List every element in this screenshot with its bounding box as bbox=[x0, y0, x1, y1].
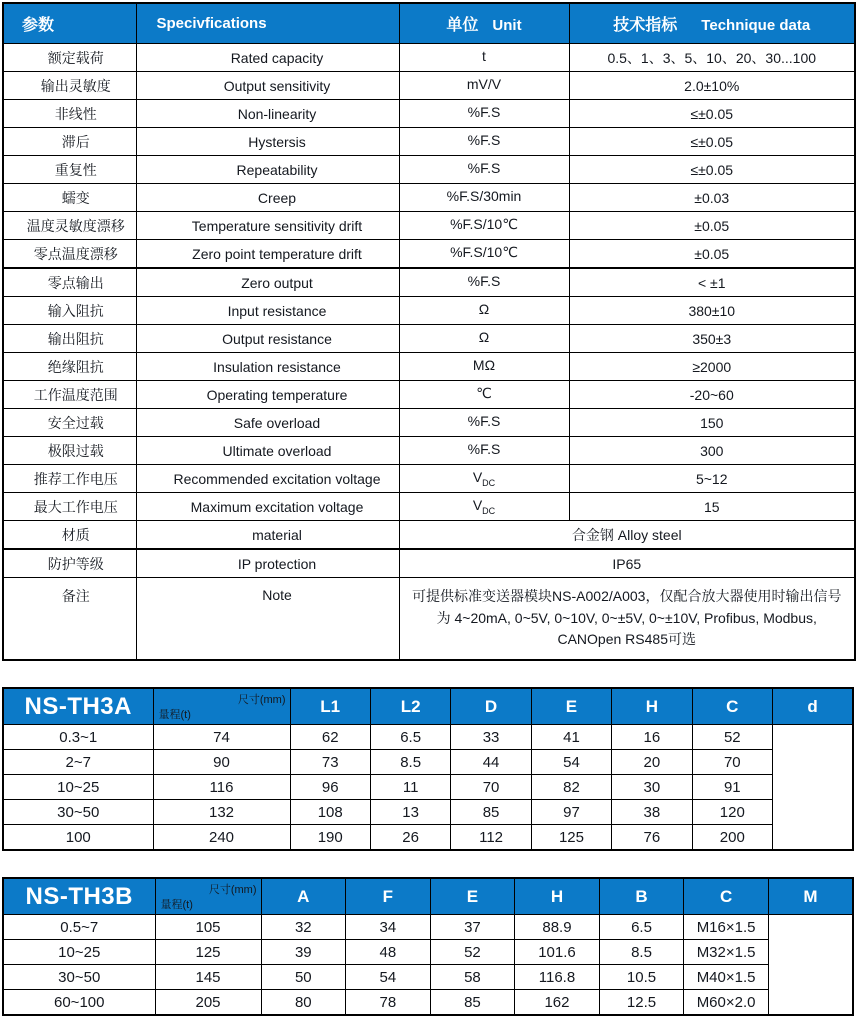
dim-row bbox=[3, 940, 853, 965]
value-cell: ≤±0.05 bbox=[569, 156, 855, 184]
dim-col-header: D bbox=[451, 688, 531, 725]
dim-value-cell: 78 bbox=[346, 990, 431, 1016]
spec-row-ip bbox=[3, 549, 855, 578]
dim-value-cell: 8.5 bbox=[370, 750, 450, 775]
dim-col-header: A bbox=[261, 878, 346, 915]
param-cn-cell: 备注 bbox=[3, 578, 136, 661]
unit-text: %F.S bbox=[467, 104, 501, 121]
range-cell: 0.5~7 bbox=[3, 915, 155, 940]
dim-value-cell: 145 bbox=[155, 965, 261, 990]
value-cell: < ±1 bbox=[569, 268, 855, 297]
param-cn-cell: 最大工作电压 bbox=[3, 493, 136, 521]
dim-row bbox=[3, 990, 853, 1016]
dim-col-header: B bbox=[599, 878, 684, 915]
merged-value-cell: 合金钢 Alloy steel bbox=[399, 521, 855, 550]
spec-row bbox=[3, 325, 855, 353]
dim-value-cell: 108 bbox=[290, 800, 370, 825]
dim-col-header: E bbox=[531, 688, 611, 725]
header-unit-cn: 单位 bbox=[446, 17, 479, 34]
unit-cell bbox=[399, 100, 569, 128]
param-cn-cell: 工作温度范围 bbox=[3, 381, 136, 409]
unit-cell bbox=[399, 409, 569, 437]
dim-value-cell: 96 bbox=[290, 775, 370, 800]
value-cell: ≥2000 bbox=[569, 353, 855, 381]
param-en-cell: Output resistance bbox=[136, 325, 399, 353]
dim-value-cell: 116 bbox=[153, 775, 290, 800]
unit-subscript: DC bbox=[482, 477, 496, 488]
dim-value-cell: 70 bbox=[692, 750, 772, 775]
dim-value-cell: 90 bbox=[153, 750, 290, 775]
dim-row bbox=[3, 915, 853, 940]
range-cell: 10~25 bbox=[3, 775, 153, 800]
dim-value-cell: 200 bbox=[692, 825, 772, 851]
spec-row bbox=[3, 268, 855, 297]
dim-value-cell: 54 bbox=[346, 965, 431, 990]
param-en-cell: Maximum excitation voltage bbox=[136, 493, 399, 521]
value-cell: 300 bbox=[569, 437, 855, 465]
param-cn-cell: 零点输出 bbox=[3, 268, 136, 297]
param-cn-cell: 材质 bbox=[3, 521, 136, 550]
dim-value-cell: 88.9 bbox=[515, 915, 600, 940]
dim-col-header: H bbox=[515, 878, 600, 915]
dim-value-cell: 37 bbox=[430, 915, 515, 940]
dimension-table-ns-th3b bbox=[2, 877, 854, 1016]
dim-value-cell: 162 bbox=[515, 990, 600, 1016]
merged-value-cell: IP65 bbox=[399, 549, 855, 578]
spec-row bbox=[3, 297, 855, 325]
dim-col-header: E bbox=[430, 878, 515, 915]
unit-text: %F.S bbox=[467, 413, 501, 430]
spec-table bbox=[2, 2, 856, 661]
dim-row bbox=[3, 800, 853, 825]
param-cn-cell: 滞后 bbox=[3, 128, 136, 156]
header-unit-en: Unit bbox=[492, 17, 522, 34]
unit-cell bbox=[399, 493, 569, 521]
dim-value-cell: 34 bbox=[346, 915, 431, 940]
param-en-cell: Operating temperature bbox=[136, 381, 399, 409]
diag-corner-cell bbox=[155, 878, 261, 915]
param-cn-cell: 零点温度漂移 bbox=[3, 240, 136, 269]
param-cn-cell: 重复性 bbox=[3, 156, 136, 184]
dim-value-cell: 190 bbox=[290, 825, 370, 851]
dim-value-cell: M40×1.5 bbox=[684, 965, 769, 990]
dim-value-cell: 82 bbox=[531, 775, 611, 800]
param-cn-cell: 极限过载 bbox=[3, 437, 136, 465]
dim-value-cell: 10.5 bbox=[599, 965, 684, 990]
value-cell: 15 bbox=[569, 493, 855, 521]
dim-value-cell: 16 bbox=[612, 725, 692, 750]
param-en-cell: Ultimate overload bbox=[136, 437, 399, 465]
range-cell: 2~7 bbox=[3, 750, 153, 775]
spec-row bbox=[3, 100, 855, 128]
unit-text: %F.S/10℃ bbox=[450, 244, 518, 261]
dim-value-cell: M16×1.5 bbox=[684, 915, 769, 940]
spec-row-note bbox=[3, 578, 855, 661]
param-en-cell: Temperature sensitivity drift bbox=[136, 212, 399, 240]
spec-row bbox=[3, 72, 855, 100]
param-en-cell: Zero point temperature drift bbox=[136, 240, 399, 269]
param-cn-cell: 安全过载 bbox=[3, 409, 136, 437]
param-en-cell: IP protection bbox=[136, 549, 399, 578]
dim-value-cell: 62 bbox=[290, 725, 370, 750]
dim-value-cell: M60×2.0 bbox=[684, 990, 769, 1016]
dim-value-cell: 97 bbox=[531, 800, 611, 825]
dim-value-cell: 85 bbox=[430, 990, 515, 1016]
param-en-cell: Safe overload bbox=[136, 409, 399, 437]
value-cell: ±0.05 bbox=[569, 212, 855, 240]
param-cn-cell: 防护等级 bbox=[3, 549, 136, 578]
unit-cell bbox=[399, 128, 569, 156]
value-cell: 2.0±10% bbox=[569, 72, 855, 100]
model-label: NS-TH3A bbox=[3, 688, 153, 725]
unit-text: %F.S bbox=[467, 160, 501, 177]
dim-value-cell: 91 bbox=[692, 775, 772, 800]
dim-col-header: d bbox=[773, 688, 853, 725]
param-cn-cell: 推荐工作电压 bbox=[3, 465, 136, 493]
dim-value-cell: 13 bbox=[370, 800, 450, 825]
range-cell: 0.3~1 bbox=[3, 725, 153, 750]
dim-value-cell: 48 bbox=[346, 940, 431, 965]
dim-value-cell: 52 bbox=[692, 725, 772, 750]
dim-col-header: C bbox=[684, 878, 769, 915]
param-en-cell: Zero output bbox=[136, 268, 399, 297]
dim-value-cell: 44 bbox=[451, 750, 531, 775]
param-en-cell: Insulation resistance bbox=[136, 353, 399, 381]
unit-text: %F.S/10℃ bbox=[450, 216, 518, 233]
param-en-cell: Repeatability bbox=[136, 156, 399, 184]
unit-cell bbox=[399, 268, 569, 297]
spec-row bbox=[3, 184, 855, 212]
unit-text: %F.S bbox=[467, 132, 501, 149]
param-en-cell: Non-linearity bbox=[136, 100, 399, 128]
spec-header-row bbox=[3, 3, 855, 44]
note-cell: 可提供标准变送器模块NS-A002/A003，仅配合放大器使用时输出信号为 4~20mA, 0~5V, 0~10V, 0~±5V, 0~±10V, Profibus, Modbus, CANOpen RS485可选 bbox=[399, 578, 855, 661]
value-cell: 350±3 bbox=[569, 325, 855, 353]
param-en-cell: Input resistance bbox=[136, 297, 399, 325]
unit-cell bbox=[399, 72, 569, 100]
spec-row bbox=[3, 44, 855, 72]
size-unit-label: 尺寸(mm) bbox=[237, 694, 286, 707]
dim-value-cell: 116.8 bbox=[515, 965, 600, 990]
value-cell: ±0.03 bbox=[569, 184, 855, 212]
dim-value-cell: 33 bbox=[451, 725, 531, 750]
param-cn-cell: 额定载荷 bbox=[3, 44, 136, 72]
unit-cell bbox=[399, 437, 569, 465]
unit-text: V bbox=[472, 497, 483, 514]
unit-cell bbox=[399, 297, 569, 325]
dim-value-cell: 132 bbox=[153, 800, 290, 825]
dim-value-cell: 6.5 bbox=[370, 725, 450, 750]
dim-value-cell: 41 bbox=[531, 725, 611, 750]
spec-row bbox=[3, 156, 855, 184]
unit-text: Ω bbox=[478, 329, 490, 346]
dim-value-cell: 125 bbox=[531, 825, 611, 851]
spec-row bbox=[3, 493, 855, 521]
dim-row bbox=[3, 825, 853, 851]
param-cn-cell: 非线性 bbox=[3, 100, 136, 128]
unit-cell bbox=[399, 381, 569, 409]
dim-header-row bbox=[3, 878, 853, 915]
dim-value-cell: 125 bbox=[155, 940, 261, 965]
value-cell: -20~60 bbox=[569, 381, 855, 409]
dim-row bbox=[3, 775, 853, 800]
header-unit bbox=[399, 3, 569, 44]
value-cell: 0.5、1、3、5、10、20、30...100 bbox=[569, 44, 855, 72]
spec-row bbox=[3, 128, 855, 156]
dim-value-cell: 52 bbox=[430, 940, 515, 965]
dim-value-cell: 120 bbox=[692, 800, 772, 825]
dim-col-header: H bbox=[612, 688, 692, 725]
dim-value-cell: 205 bbox=[155, 990, 261, 1016]
unit-cell bbox=[399, 212, 569, 240]
header-tech bbox=[569, 3, 855, 44]
dim-row bbox=[3, 965, 853, 990]
dim-value-cell: 20 bbox=[612, 750, 692, 775]
spec-row bbox=[3, 437, 855, 465]
unit-text: %F.S bbox=[467, 273, 501, 290]
header-param-cn: 参数 bbox=[3, 3, 136, 44]
spec-row bbox=[3, 240, 855, 269]
size-unit-label: 尺寸(mm) bbox=[208, 884, 257, 897]
param-en-cell: Output sensitivity bbox=[136, 72, 399, 100]
param-en-cell: Rated capacity bbox=[136, 44, 399, 72]
unit-text: Ω bbox=[478, 301, 490, 318]
unit-text: mV/V bbox=[466, 76, 502, 93]
value-cell: 380±10 bbox=[569, 297, 855, 325]
dim-value-cell: 39 bbox=[261, 940, 346, 965]
spec-row-material bbox=[3, 521, 855, 550]
dim-value-cell: 50 bbox=[261, 965, 346, 990]
range-cell: 100 bbox=[3, 825, 153, 851]
param-cn-cell: 温度灵敏度漂移 bbox=[3, 212, 136, 240]
value-cell: 150 bbox=[569, 409, 855, 437]
unit-cell bbox=[399, 465, 569, 493]
range-unit-label: 量程(t) bbox=[158, 709, 191, 722]
dim-col-header: M bbox=[768, 878, 853, 915]
dim-value-cell: M32×1.5 bbox=[684, 940, 769, 965]
dim-value-cell: 70 bbox=[451, 775, 531, 800]
param-cn-cell: 绝缘阻抗 bbox=[3, 353, 136, 381]
dim-value-cell: 30 bbox=[612, 775, 692, 800]
unit-cell bbox=[399, 184, 569, 212]
spec-row bbox=[3, 381, 855, 409]
unit-text: t bbox=[482, 48, 486, 65]
dim-value-cell: 38 bbox=[612, 800, 692, 825]
dim-value-cell: 112 bbox=[451, 825, 531, 851]
dim-col-header: F bbox=[346, 878, 431, 915]
dim-value-cell: 105 bbox=[155, 915, 261, 940]
param-cn-cell: 输入阻抗 bbox=[3, 297, 136, 325]
param-cn-cell: 蠕变 bbox=[3, 184, 136, 212]
dim-value-cell: 80 bbox=[261, 990, 346, 1016]
dimension-table-ns-th3a bbox=[2, 687, 854, 851]
unit-cell bbox=[399, 353, 569, 381]
spec-row bbox=[3, 212, 855, 240]
param-cn-cell: 输出灵敏度 bbox=[3, 72, 136, 100]
value-cell: ≤±0.05 bbox=[569, 100, 855, 128]
range-cell: 30~50 bbox=[3, 965, 155, 990]
unit-cell bbox=[399, 156, 569, 184]
dim-value-cell: 6.5 bbox=[599, 915, 684, 940]
unit-text: ℃ bbox=[476, 385, 492, 402]
dim-col-header: L1 bbox=[290, 688, 370, 725]
value-cell: ±0.05 bbox=[569, 240, 855, 269]
param-en-cell: Hystersis bbox=[136, 128, 399, 156]
dim-value-cell: 26 bbox=[370, 825, 450, 851]
range-unit-label: 量程(t) bbox=[160, 899, 193, 912]
unit-subscript: DC bbox=[482, 505, 496, 516]
param-en-cell: Recommended excitation voltage bbox=[136, 465, 399, 493]
value-cell: ≤±0.05 bbox=[569, 128, 855, 156]
model-label: NS-TH3B bbox=[3, 878, 155, 915]
dim-row bbox=[3, 750, 853, 775]
unit-cell bbox=[399, 240, 569, 269]
dim-row bbox=[3, 725, 853, 750]
dim-value-cell: 54 bbox=[531, 750, 611, 775]
header-tech-cn: 技术指标 bbox=[613, 17, 678, 34]
dim-value-cell: 73 bbox=[290, 750, 370, 775]
spec-row bbox=[3, 465, 855, 493]
dim-value-cell: 74 bbox=[153, 725, 290, 750]
dim-value-cell: 240 bbox=[153, 825, 290, 851]
dim-value-cell: 11 bbox=[370, 775, 450, 800]
param-en-cell: Creep bbox=[136, 184, 399, 212]
header-param-en: Specivfications bbox=[136, 3, 399, 44]
unit-text: MΩ bbox=[472, 357, 496, 374]
unit-cell bbox=[399, 325, 569, 353]
header-tech-en: Technique data bbox=[701, 17, 811, 34]
dim-col-header: L2 bbox=[370, 688, 450, 725]
dim-value-cell: 12.5 bbox=[599, 990, 684, 1016]
unit-text: %F.S/30min bbox=[446, 188, 522, 205]
dim-header-row bbox=[3, 688, 853, 725]
value-cell: 5~12 bbox=[569, 465, 855, 493]
range-cell: 30~50 bbox=[3, 800, 153, 825]
range-cell: 60~100 bbox=[3, 990, 155, 1016]
dim-value-cell: 58 bbox=[430, 965, 515, 990]
dim-value-cell: 76 bbox=[612, 825, 692, 851]
dim-value-cell: 101.6 bbox=[515, 940, 600, 965]
param-cn-cell: 输出阻抗 bbox=[3, 325, 136, 353]
dim-value-cell: 8.5 bbox=[599, 940, 684, 965]
spec-row bbox=[3, 409, 855, 437]
param-en-cell: Note bbox=[136, 578, 399, 661]
param-en-cell: material bbox=[136, 521, 399, 550]
unit-cell bbox=[399, 44, 569, 72]
unit-text: V bbox=[472, 469, 483, 486]
dim-value-cell: 32 bbox=[261, 915, 346, 940]
dim-col-header: C bbox=[692, 688, 772, 725]
spec-row bbox=[3, 353, 855, 381]
range-cell: 10~25 bbox=[3, 940, 155, 965]
dim-value-cell: 85 bbox=[451, 800, 531, 825]
diag-corner-cell bbox=[153, 688, 290, 725]
unit-text: %F.S bbox=[467, 441, 501, 458]
